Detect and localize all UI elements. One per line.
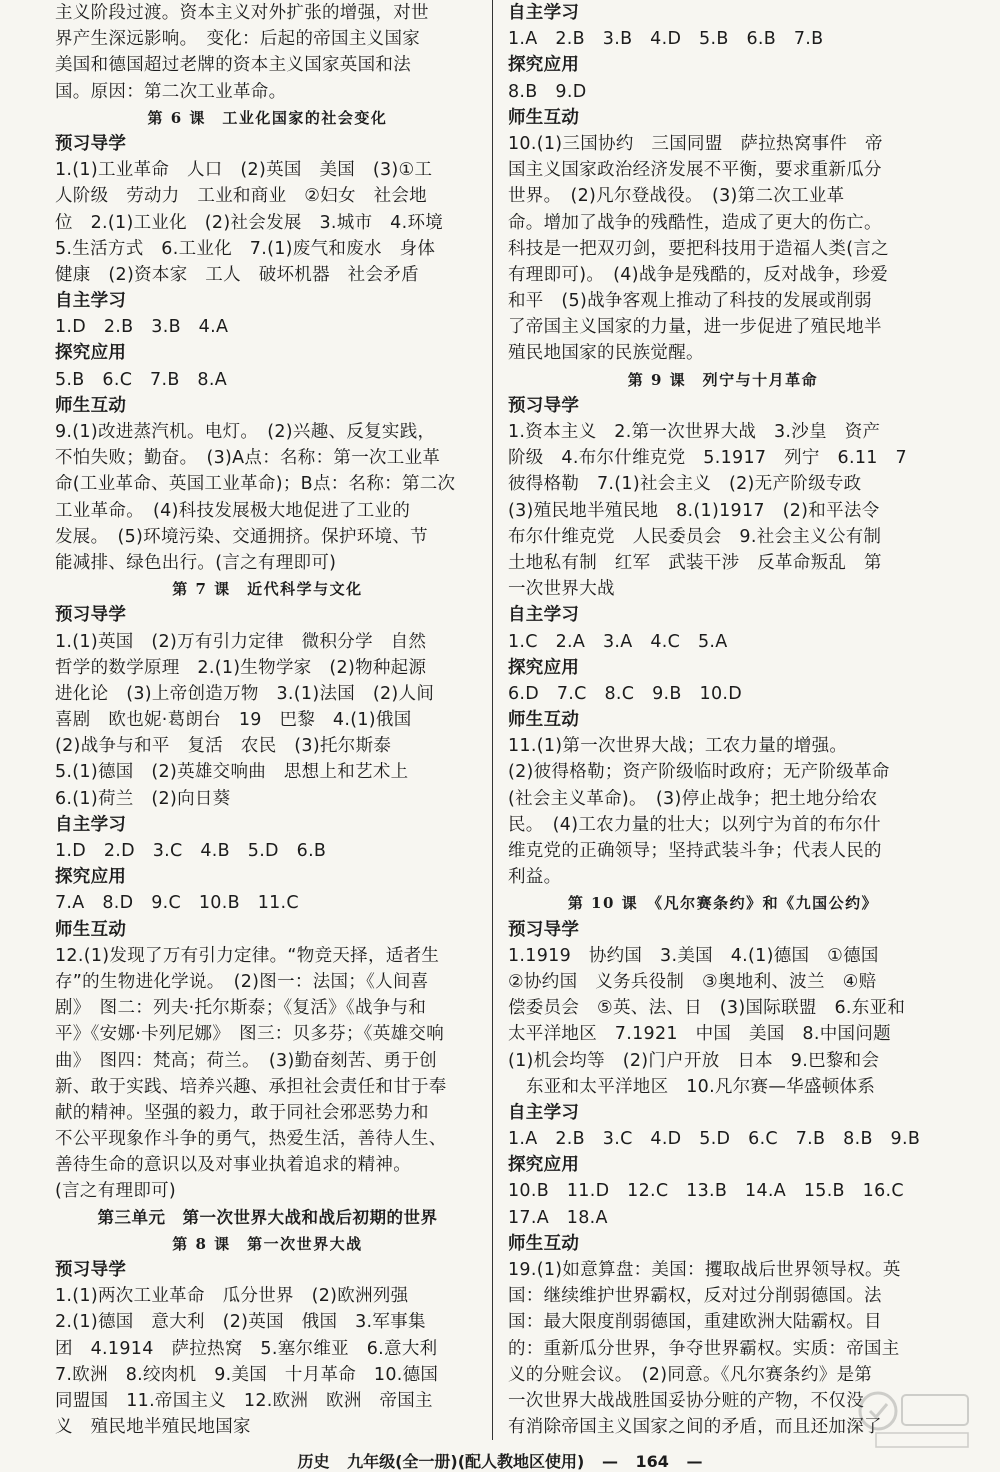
answer-line: 殖民地国家的民族觉醒。	[508, 343, 704, 364]
section-heading: 预习导学	[508, 395, 580, 416]
answer-line: 团 4.1914 萨拉热窝 5.塞尔维亚 6.意大利	[55, 1338, 438, 1359]
answer-line: 健康 (2)资本家 工人 破坏机器 社会矛盾	[55, 264, 419, 285]
answer-line: ②协约国 义务兵役制 ③奥地利、波兰 ④赔	[508, 971, 877, 992]
answer-line: 彼得格勒 7.(1)社会主义 (2)无产阶级专政	[508, 474, 862, 495]
lesson-title: 第 7 课 近代科学与文化	[172, 580, 363, 599]
answer-line: 1.(1)两次工业革命 瓜分世界 (2)欧洲列强	[55, 1286, 409, 1307]
answer-line: 7.A 8.D 9.C 10.B 11.C	[55, 893, 299, 914]
answer-line: 布尔什维克党 人民委员会 9.社会主义公有制	[508, 526, 882, 547]
section-heading: 师生互动	[508, 710, 580, 731]
section-heading: 师生互动	[508, 107, 580, 128]
answer-line: 进化论 (3)上帝创造万物 3.(1)法国 (2)人间	[55, 683, 435, 704]
answer-line: (社会主义革命)。 (3)停止战争；把土地分给农	[508, 788, 878, 809]
answer-line: 19.(1)如意算盘：美国：攫取战后世界领导权。英	[508, 1260, 901, 1280]
lesson-title: 第 6 课 工业化国家的社会变化	[147, 108, 388, 127]
answer-line: 国主义国家政治经济发展不平衡，要求重新瓜分	[508, 160, 882, 181]
answer-line: 1.1919 协约国 3.美国 4.(1)德国 ①德国	[508, 945, 879, 966]
watermark-logo-icon	[856, 1383, 976, 1453]
section-heading: 探究应用	[508, 55, 580, 76]
lesson-title: 第 9 课 列宁与十月革命	[627, 370, 819, 389]
footer-dash-right: —	[686, 1452, 703, 1471]
answer-line: 1.D 2.D 3.C 4.B 5.D 6.B	[55, 841, 327, 861]
answer-line: 人阶级 劳动力 工业和商业 ②妇女 社会地	[55, 186, 427, 207]
answer-line: 1.(1)英国 (2)万有引力定律 微积分学 自然	[55, 631, 427, 652]
answer-line: 位 2.(1)工业化 (2)社会发展 3.城市 4.环境	[55, 212, 444, 233]
answer-line: 科技是一把双刃剑，要把科技用于造福人类(言之	[508, 238, 889, 259]
answer-line: 曲》 图四：梵高；荷兰。 (3)勤奋刻苦、勇于创	[55, 1050, 437, 1071]
answer-line: 一次世界大战战胜国妥协分赃的产物，不仅没	[508, 1390, 864, 1411]
answer-line: 存”的生物进化学说。 (2)图一：法国；《人间喜	[55, 971, 429, 992]
section-heading: 探究应用	[508, 1155, 580, 1176]
answer-line: 不怕失败；勤奋。 (3)A点：名称：第一次工业革	[55, 448, 441, 469]
answer-line: 国。原因：第二次工业革命。	[55, 81, 287, 102]
left-column	[55, 0, 480, 1440]
footer-subject: 历史	[297, 1452, 330, 1471]
answer-line: 6.D 7.C 8.C 9.B 10.D	[508, 683, 743, 704]
answer-line: (3)殖民地半殖民地 8.(1)1917 (2)和平法令	[508, 500, 880, 521]
answer-line: 7.欧洲 8.绞肉机 9.美国 十月革命 10.德国	[55, 1364, 439, 1385]
footer-dash-left: —	[601, 1452, 618, 1471]
answer-line: 命(工业革命、英国工业革命)；B点：名称：第二次	[55, 474, 456, 495]
answer-line: 的：重新瓜分世界，争夺世界霸权。实质：帝国主	[508, 1338, 900, 1359]
column-divider	[492, 0, 493, 1440]
answer-line: 了帝国主义国家的力量，进一步促进了殖民地半	[508, 317, 882, 338]
lesson-title: 第 8 课 第一次世界大战	[172, 1234, 363, 1253]
answer-line: 界产生深远影响。 变化：后起的帝国主义国家	[55, 29, 421, 50]
section-heading: 预习导学	[55, 133, 127, 154]
answer-line: 2.(1)德国 意大利 (2)英国 俄国 3.军事集	[55, 1312, 426, 1333]
answer-line: 发展。 (5)环境污染、交通拥挤。保护环境、节	[55, 526, 428, 547]
answer-line: 1.A 2.B 3.B 4.D 5.B 6.B 7.B	[508, 29, 824, 50]
answer-line: 工业革命。 (4)科技发展极大地促进了工业的	[55, 500, 411, 521]
answer-line: 哲学的数学原理 2.(1)生物学家 (2)物种起源	[55, 657, 427, 678]
answer-line: 义 殖民地半殖民地国家	[55, 1417, 251, 1438]
answer-line: 国：继续维护世界霸权，反对过分削弱德国。法	[508, 1286, 882, 1307]
answer-line: 喜剧 欧也妮·葛朗台 19 巴黎 4.(1)俄国	[55, 710, 412, 731]
answer-line: 有理即可)。 (4)战争是残酷的，反对战争，珍爱	[508, 264, 889, 285]
answer-line: 平》《安娜·卡列尼娜》 图三：贝多芬；《英雄交响	[55, 1024, 445, 1045]
answer-line: (1)机会均等 (2)门户开放 日本 9.巴黎和会	[508, 1050, 880, 1071]
answer-line: 美国和德国超过老牌的资本主义国家英国和法	[55, 55, 411, 76]
section-heading: 探究应用	[508, 657, 580, 678]
answer-line: 土地私有制 红军 武装干涉 反革命叛乱 第	[508, 552, 882, 573]
answer-line: 和平 (5)战争客观上推动了科技的发展或削弱	[508, 291, 872, 312]
answer-line: 5.B 6.C 7.B 8.A	[55, 369, 227, 390]
answer-line: 能减排、绿色出行。(言之有理即可)	[55, 552, 337, 573]
answer-line: 偿委员会 ⑤英、法、日 (3)国际联盟 6.东亚和	[508, 998, 906, 1019]
answer-line: (言之有理即可)	[55, 1181, 177, 1202]
footer-grade: 九年级(全一册)(配人教地区使用)	[347, 1452, 585, 1471]
answer-line: 剧》 图二：列夫·托尔斯泰；《复活》《战争与和	[55, 998, 427, 1019]
section-heading: 自主学习	[508, 1102, 580, 1123]
answer-line: 11.(1)第一次世界大战；工农力量的增强。	[508, 736, 848, 757]
answer-line: 6.(1)荷兰 (2)向日葵	[55, 788, 231, 809]
answer-line: 8.B 9.D	[508, 81, 587, 102]
section-heading: 预习导学	[508, 919, 580, 940]
answer-line: (2)战争与和平 复活 农民 (3)托尔斯泰	[55, 736, 392, 757]
page-footer	[0, 1449, 1000, 1472]
section-heading: 自主学习	[55, 814, 127, 835]
unit-title: 第三单元 第一次世界大战和战后初期的世界	[97, 1207, 438, 1227]
answer-line: 善待生命的意识以及对事业执着追求的精神。	[55, 1155, 411, 1176]
section-heading: 预习导学	[55, 1260, 127, 1280]
section-heading: 探究应用	[55, 343, 127, 364]
section-heading: 探究应用	[55, 867, 127, 888]
answer-line: 太平洋地区 7.1921 中国 美国 8.中国问题	[508, 1024, 891, 1045]
answer-line: 世界。 (2)凡尔登战役。 (3)第二次工业革	[508, 186, 845, 207]
answer-line: 命。增加了战争的残酷性，造成了更大的伤亡。	[508, 212, 882, 233]
section-heading: 师生互动	[508, 1233, 580, 1254]
page-number: 164	[635, 1452, 669, 1471]
right-column	[508, 0, 938, 1440]
answer-line: 献的精神。坚强的毅力，敢于同社会邪恶势力和	[55, 1102, 429, 1123]
answer-line: 1.资本主义 2.第一次世界大战 3.沙皇 资产	[508, 422, 881, 442]
section-heading: 自主学习	[55, 291, 127, 312]
answer-line: 1.C 2.A 3.A 4.C 5.A	[508, 631, 728, 652]
answer-line: 9.(1)改进蒸汽机。电灯。 (2)兴趣、反复实践，	[55, 422, 436, 442]
answer-line: 5.(1)德国 (2)英雄交响曲 思想上和艺术上	[55, 762, 409, 783]
answer-line: 1.A 2.B 3.C 4.D 5.D 6.C 7.B 8.B 9.B	[508, 1129, 921, 1150]
lesson-title: 第 10 课 《凡尔赛条约》和《九国公约》	[567, 894, 879, 913]
answer-line: (2)彼得格勒；资产阶级临时政府；无产阶级革命	[508, 762, 890, 783]
answer-line: 主义阶段过渡。资本主义对外扩张的增强，对世	[55, 3, 429, 23]
answer-line: 新、敢于实践、培养兴趣、承担社会责任和甘于奉	[55, 1076, 447, 1097]
answer-line: 同盟国 11.帝国主义 12.欧洲 欧洲 帝国主	[55, 1390, 433, 1411]
answer-line: 不公平现象作斗争的勇气，热爱生活，善待人生、	[55, 1129, 447, 1150]
section-heading: 自主学习	[508, 605, 580, 626]
section-heading: 师生互动	[55, 395, 127, 416]
answer-line: 1.(1)工业革命 人口 (2)英国 美国 (3)①工	[55, 160, 433, 181]
answer-line: 一次世界大战	[508, 579, 615, 600]
answer-line: 民。 (4)工农力量的壮大；以列宁为首的布尔什	[508, 814, 881, 835]
answer-line: 维克党的正确领导；坚持武装斗争；代表人民的	[508, 841, 882, 861]
section-heading: 自主学习	[508, 3, 580, 23]
answer-line: 东亚和太平洋地区 10.凡尔赛—华盛顿体系	[526, 1076, 876, 1097]
answer-line: 义的分赃会议。 (2)同意。《凡尔赛条约》是第	[508, 1364, 873, 1385]
answer-line: 10.(1)三国协约 三国同盟 萨拉热窝事件 帝	[508, 133, 883, 154]
answer-line: 10.B 11.D 12.C 13.B 14.A 15.B 16.C	[508, 1181, 904, 1202]
answer-line: 利益。	[508, 867, 562, 888]
section-heading: 师生互动	[55, 919, 127, 940]
answer-line: 12.(1)发现了万有引力定律。“物竞天择，适者生	[55, 945, 440, 966]
answer-line: 17.A 18.A	[508, 1207, 608, 1228]
answer-line: 5.生活方式 6.工业化 7.(1)废气和废水 身体	[55, 238, 436, 259]
answer-line: 国：最大限度削弱德国，重建欧洲大陆霸权。目	[508, 1312, 882, 1333]
answer-line: 有消除帝国主义国家之间的矛盾，而且还加深了	[508, 1417, 882, 1438]
section-heading: 预习导学	[55, 605, 127, 626]
answer-line: 1.D 2.B 3.B 4.A	[55, 317, 229, 338]
answer-line: 阶级 4.布尔什维克党 5.1917 列宁 6.11 7	[508, 448, 907, 469]
